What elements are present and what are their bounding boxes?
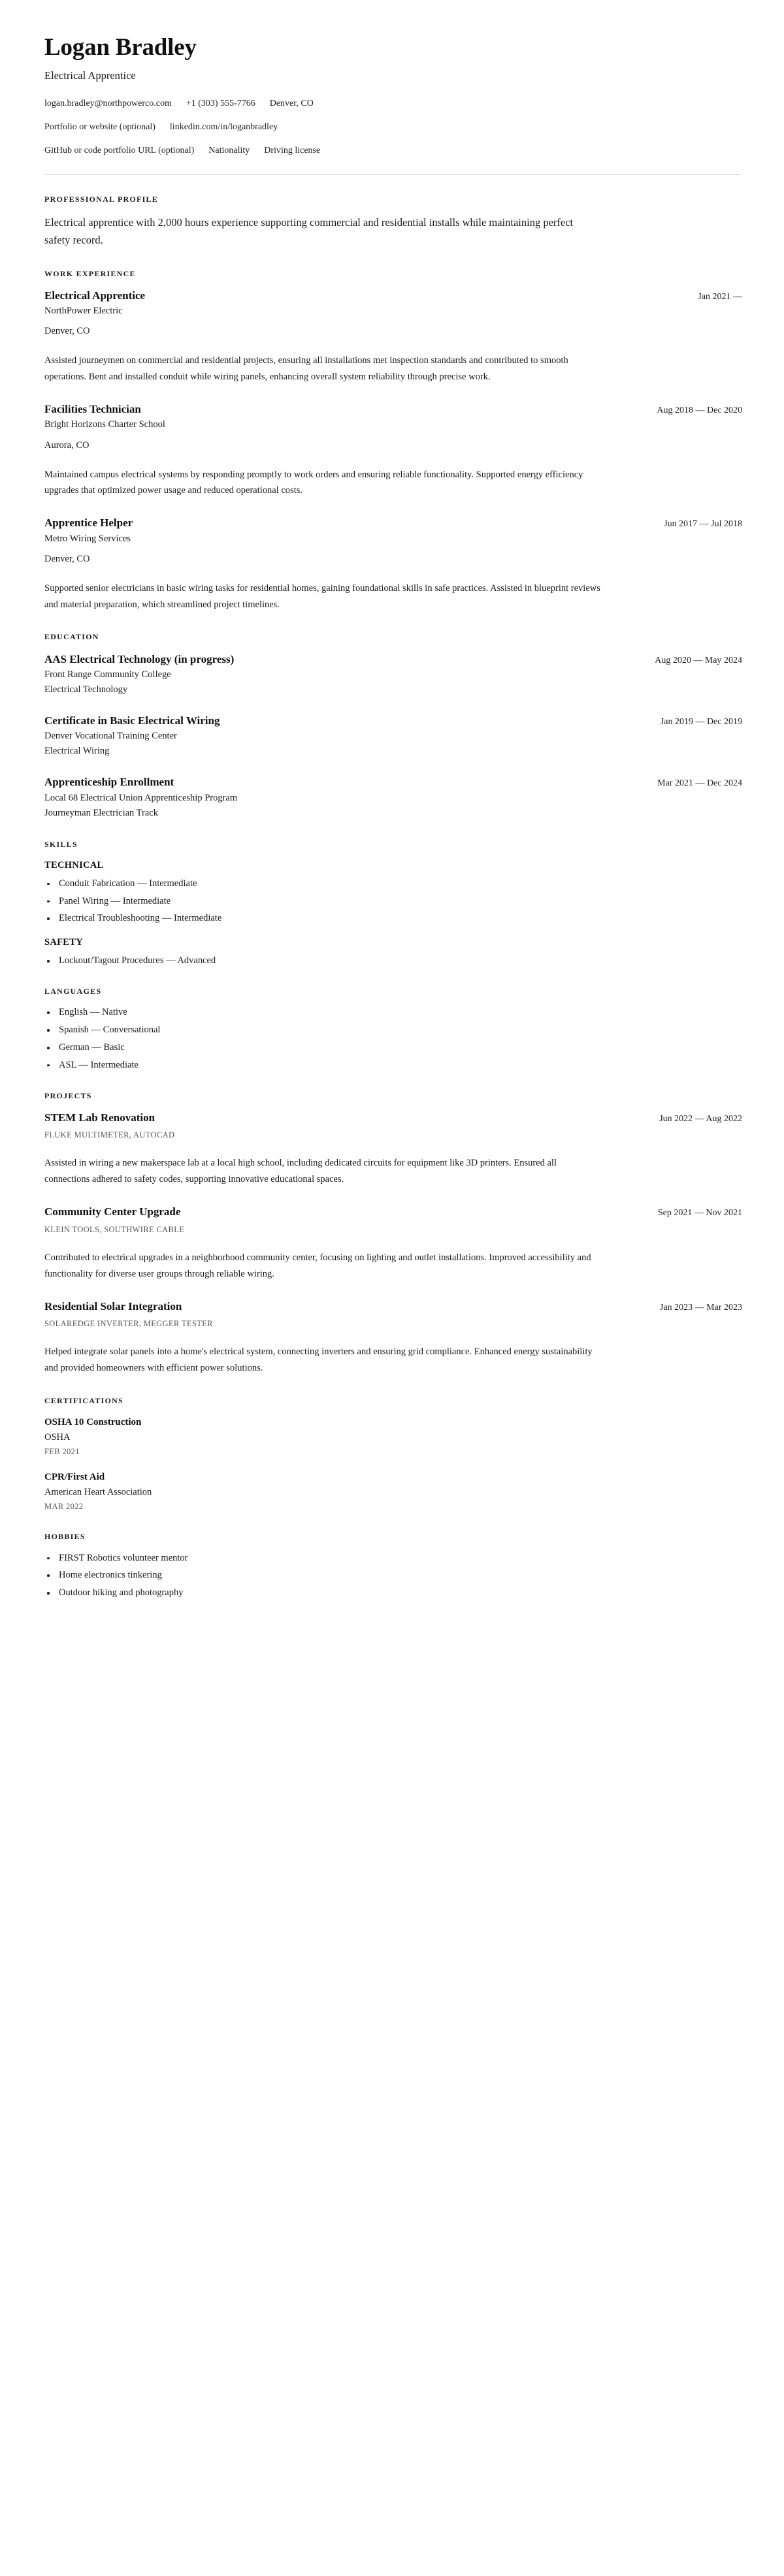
section-title-projects: PROJECTS xyxy=(44,1090,92,1100)
entry-header-row xyxy=(44,652,742,667)
candidate-name: Logan Bradley xyxy=(44,34,197,61)
contact-item[interactable]: Driving license xyxy=(264,145,321,155)
resume-header xyxy=(44,34,742,175)
certification-issuer: OSHA xyxy=(44,1432,71,1443)
certification-entry xyxy=(44,1416,742,1457)
hobby-item: Outdoor hiking and photography xyxy=(44,1587,742,1599)
education-entry-degree: Certificate in Basic Electrical Wiring xyxy=(44,714,220,727)
skill-item-list xyxy=(44,878,742,925)
skill-item-list xyxy=(44,955,742,967)
education-entry-institution: Front Range Community College xyxy=(44,669,171,680)
section-skills xyxy=(44,840,742,967)
entry-dates: Aug 2020 — May 2024 xyxy=(655,655,742,665)
project-entry-description: Helped integrate solar panels into a home's electrical system, connecting inverters and ensuring grid compliance. Enhanced energy sustainability and provided homeowners with efficient power solutions. xyxy=(44,1346,593,1373)
language-item: German — Basic xyxy=(44,1042,742,1054)
work-entry-title: Apprentice Helper xyxy=(44,517,133,530)
hobby-item: Home electronics tinkering xyxy=(44,1569,742,1582)
section-education xyxy=(44,632,742,819)
contact-item[interactable]: Nationality xyxy=(208,145,250,155)
work-entry-description: Supported senior electricians in basic wiring tasks for residential homes, gaining foundational skills in safe practices. Assisted in blueprint reviews and material preparation, which streamlined project timelines. xyxy=(44,582,600,610)
work-entry-company: NorthPower Electric xyxy=(44,306,123,317)
hobby-item: FIRST Robotics volunteer mentor xyxy=(44,1552,742,1565)
education-entry-institution: Denver Vocational Training Center xyxy=(44,731,177,742)
education-entry xyxy=(44,775,742,819)
certification-date: MAR 2022 xyxy=(44,1501,84,1511)
section-title-education: EDUCATION xyxy=(44,632,99,642)
skill-item: Electrical Troubleshooting — Intermediate xyxy=(44,912,742,925)
education-entry-list xyxy=(44,652,742,820)
education-entry-field: Electrical Wiring xyxy=(44,746,110,757)
certification-entry xyxy=(44,1471,742,1512)
work-entry xyxy=(44,289,742,385)
work-entry-location: Aurora, CO xyxy=(44,439,90,451)
project-entry-description: Assisted in wiring a new makerspace lab at a local high school, including dedicated circuits for equipment like 3D printers. Ensured all connections adhered to safety codes, supporting innovative educational spaces. xyxy=(44,1158,557,1185)
section-work-experience xyxy=(44,269,742,613)
contact-item[interactable]: Portfolio or website (optional) xyxy=(44,121,155,132)
project-entry-description: Contributed to electrical upgrades in a neighborhood community center, focusing on lighting and outlet installations. Improved accessibility and functionality for diverse user groups through reliable wiring. xyxy=(44,1252,591,1279)
project-entry-title: Community Center Upgrade xyxy=(44,1205,181,1218)
education-entry-field: Journeyman Electrician Track xyxy=(44,807,158,818)
entry-header-row xyxy=(44,775,742,789)
work-entry xyxy=(44,402,742,499)
language-item: English — Native xyxy=(44,1006,742,1019)
skill-group-title: SAFETY xyxy=(44,937,84,948)
project-entry xyxy=(44,1111,742,1188)
skill-group-list xyxy=(44,859,742,967)
work-entry-description: Assisted journeymen on commercial and residential projects, ensuring all installations met inspection standards and contributed to smooth operations. Bent and installed conduit while wiring panels, enhancing overall system reliability through precise work. xyxy=(44,355,568,383)
language-list xyxy=(44,1006,742,1071)
work-entry-location: Denver, CO xyxy=(44,553,90,564)
entry-header-row xyxy=(44,516,742,530)
section-title-hobbies: HOBBIES xyxy=(44,1532,86,1542)
header-divider xyxy=(44,174,742,175)
project-entry-tools: KLEIN TOOLS, SOUTHWIRE CABLE xyxy=(44,1224,185,1234)
education-entry-institution: Local 68 Electrical Union Apprenticeship Program xyxy=(44,792,238,803)
certification-date: FEB 2021 xyxy=(44,1446,80,1456)
work-entry xyxy=(44,516,742,612)
contact-item[interactable]: +1 (303) 555-7766 xyxy=(186,98,255,108)
section-projects xyxy=(44,1091,742,1376)
certification-name: CPR/First Aid xyxy=(44,1472,105,1483)
contact-item[interactable]: linkedin.com/in/loganbradley xyxy=(169,121,278,132)
entry-dates: Aug 2018 — Dec 2020 xyxy=(657,405,742,416)
language-item: ASL — Intermediate xyxy=(44,1059,742,1072)
education-entry-degree: AAS Electrical Technology (in progress) xyxy=(44,652,235,665)
entry-header-row xyxy=(44,1205,742,1219)
profile-summary-text: Electrical apprentice with 2,000 hours experience supporting commercial and residential installs while maintaining perfect safety record. xyxy=(44,216,574,247)
entry-header-row xyxy=(44,1111,742,1125)
education-entry-degree: Apprenticeship Enrollment xyxy=(44,776,174,789)
section-title-work: WORK EXPERIENCE xyxy=(44,268,136,278)
entry-dates: Sep 2021 — Nov 2021 xyxy=(657,1208,742,1218)
entry-header-row xyxy=(44,714,742,728)
education-entry xyxy=(44,714,742,758)
candidate-headline: Electrical Apprentice xyxy=(44,69,136,82)
project-entry-tools: FLUKE MULTIMETER, AUTOCAD xyxy=(44,1130,175,1140)
section-title-certifications: CERTIFICATIONS xyxy=(44,1395,123,1405)
project-entry-title: Residential Solar Integration xyxy=(44,1299,182,1312)
skill-item: Conduit Fabrication — Intermediate xyxy=(44,878,742,890)
entry-header-row xyxy=(44,1299,742,1314)
skill-group-title: TECHNICAL xyxy=(44,859,104,870)
work-entry-title: Electrical Apprentice xyxy=(44,289,146,302)
work-entry-title: Facilities Technician xyxy=(44,403,141,416)
project-entry-tools: SOLAREDGE INVERTER, MEGGER TESTER xyxy=(44,1318,213,1328)
section-title-profile: PROFESSIONAL PROFILE xyxy=(44,194,159,204)
contact-item[interactable]: Denver, CO xyxy=(269,98,314,108)
entry-dates: Jan 2021 — xyxy=(698,292,742,302)
project-entry-title: STEM Lab Renovation xyxy=(44,1111,155,1124)
entry-dates: Jun 2017 — Jul 2018 xyxy=(664,519,742,530)
section-title-skills: SKILLS xyxy=(44,839,78,849)
work-entry-list xyxy=(44,289,742,612)
certification-list xyxy=(44,1416,742,1512)
certification-issuer: American Heart Association xyxy=(44,1487,152,1498)
hobby-list xyxy=(44,1552,742,1600)
contact-row xyxy=(44,97,742,110)
project-entry xyxy=(44,1299,742,1376)
contact-item[interactable]: GitHub or code portfolio URL (optional) xyxy=(44,145,195,155)
work-entry-description: Maintained campus electrical systems by responding promptly to work orders and ensuring reliable functionality. Supported energy efficiency upgrades that optimized power usage and reduced operational costs. xyxy=(44,469,583,496)
work-entry-company: Bright Horizons Charter School xyxy=(44,419,165,430)
entry-dates: Jan 2019 — Dec 2019 xyxy=(660,717,742,727)
certification-name: OSHA 10 Construction xyxy=(44,1417,142,1428)
project-entry xyxy=(44,1205,742,1282)
entry-dates: Mar 2021 — Dec 2024 xyxy=(657,778,742,789)
section-hobbies xyxy=(44,1532,742,1599)
entry-header-row xyxy=(44,402,742,417)
language-item: Spanish — Conversational xyxy=(44,1024,742,1036)
contact-row xyxy=(44,120,742,134)
section-title-languages: LANGUAGES xyxy=(44,986,102,996)
skill-item: Panel Wiring — Intermediate xyxy=(44,895,742,908)
section-certifications xyxy=(44,1396,742,1512)
project-entry-list xyxy=(44,1111,742,1376)
contact-row xyxy=(44,144,742,157)
section-professional-profile xyxy=(44,195,742,249)
education-entry xyxy=(44,652,742,697)
skill-group xyxy=(44,936,742,967)
skill-item: Lockout/Tagout Procedures — Advanced xyxy=(44,955,742,967)
entry-dates: Jun 2022 — Aug 2022 xyxy=(659,1114,742,1124)
skill-group xyxy=(44,859,742,925)
contact-item[interactable]: logan.bradley@northpowerco.com xyxy=(44,98,172,108)
education-entry-field: Electrical Technology xyxy=(44,684,128,695)
work-entry-company: Metro Wiring Services xyxy=(44,533,131,544)
entry-header-row xyxy=(44,289,742,303)
entry-dates: Jan 2023 — Mar 2023 xyxy=(660,1302,742,1312)
section-languages xyxy=(44,987,742,1072)
contact-block xyxy=(44,97,742,157)
work-entry-location: Denver, CO xyxy=(44,326,90,337)
